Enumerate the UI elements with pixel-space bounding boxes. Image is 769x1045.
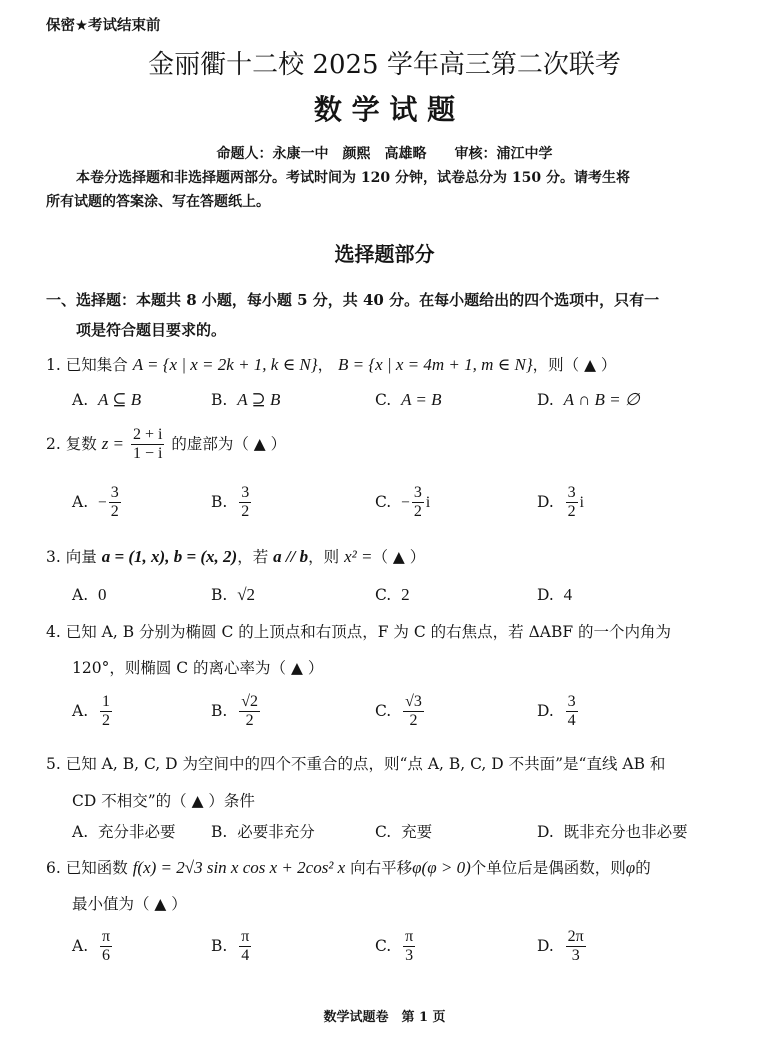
option-c[interactable]: C. − $\frac{3}{2}$ i — [375, 484, 431, 521]
option-b[interactable]: B. √2 — [211, 585, 256, 604]
question-stem-2: ，若 — [237, 548, 269, 566]
question-3 — [46, 545, 425, 567]
option-a[interactable]: A. $\frac{1}{2}$ — [72, 693, 110, 730]
question-number: 1. — [46, 356, 61, 374]
option-c[interactable]: C. 2 — [375, 585, 410, 604]
question-number: 2. — [46, 434, 61, 453]
question-tail: ，则（ ▲ ） — [532, 356, 617, 374]
option-d[interactable]: D. A ∩ B = ∅ — [537, 390, 640, 409]
question-6 — [46, 856, 651, 878]
confidential-label: 保密★考试结束前 — [46, 18, 161, 34]
option-a[interactable]: A. 0 — [72, 585, 107, 604]
option-c[interactable]: C. $\frac{\pi}{3}$ — [375, 928, 414, 965]
authors-line: 命题人：永康一中 颜熙 高雄略 审核：浦江中学 — [216, 146, 553, 162]
question-5-line-2: CD 不相交”的（ ▲ ）条件 — [72, 792, 255, 810]
question-stem-2: 向右平移 — [350, 859, 413, 877]
x-squared: x² = — [344, 547, 373, 566]
option-a[interactable]: A. 充分非必要 — [72, 823, 176, 841]
exam-title: 金丽衢十二校 2025 学年高三第二次联考 — [148, 50, 621, 80]
option-d[interactable]: D. 既非充分也非必要 — [537, 823, 688, 841]
question-stem-4: 的 — [635, 859, 651, 877]
option-c[interactable]: C. $\frac{√3}{2}$ — [375, 693, 422, 730]
option-a[interactable]: A. $\frac{\pi}{6}$ — [72, 928, 111, 965]
option-b[interactable]: B. 必要非充分 — [211, 823, 315, 841]
question-stem: 复数 — [65, 434, 97, 453]
question-number: 5. — [46, 755, 61, 773]
option-b[interactable]: B. $\frac{√2}{2}$ — [211, 693, 258, 730]
option-a[interactable]: A. A ⊆ B — [72, 390, 142, 409]
question-stem: 已知函数 — [65, 859, 128, 877]
subject-title: 数 学 试 题 — [313, 93, 456, 126]
option-d[interactable]: D. $\frac{2\pi}{3}$ — [537, 928, 584, 965]
intro-line-2: 所有试题的答案涂、写在答题纸上。 — [46, 194, 270, 210]
option-b[interactable]: B. $\frac{3}{2}$ — [211, 484, 250, 521]
question-6-line-2: 最小值为（ ▲ ） — [72, 895, 187, 913]
option-c[interactable]: C. A = B — [375, 390, 442, 409]
phi-symbol: φ — [625, 858, 636, 877]
option-d[interactable]: D. 4 — [537, 585, 573, 604]
section-instruction-2: 项是符合题目要求的。 — [76, 321, 227, 339]
question-stem: 向量 — [65, 548, 97, 566]
question-stem-3: ，则 — [308, 548, 340, 566]
intro-line-1: 本卷分选择题和非选择题两部分。考试时间为 120 分钟，试卷总分为 150 分。请考生将 — [76, 170, 630, 186]
question-stem: 已知集合 — [65, 356, 128, 374]
complex-lhs: z = — [101, 433, 125, 453]
option-b[interactable]: B. A ⊇ B — [211, 390, 281, 409]
question-4 — [46, 620, 671, 642]
option-c[interactable]: C. 充要 — [375, 823, 433, 841]
section-instruction-1: 一、选择题：本题共 8 小题，每小题 5 分，共 40 分。在每小题给出的四个选项中，只有一 — [46, 291, 660, 309]
option-b[interactable]: B. $\frac{\pi}{4}$ — [211, 928, 250, 965]
question-text-line-1: 已知 A, B 分别为椭圆 C 的上顶点和右顶点，F 为 C 的右焦点，若 ΔABF 的一个内角为 — [65, 623, 672, 641]
question-number: 6. — [46, 859, 61, 877]
set-b-expr: B = {x | x = 4m + 1, m ∈ N} — [338, 355, 533, 374]
option-d[interactable]: D. $\frac{3}{4}$ — [537, 693, 576, 730]
question-tail: （ ▲ ） — [372, 548, 426, 566]
option-d[interactable]: D. $\frac{3}{2}$ i — [537, 484, 584, 521]
question-stem-3: 个单位后是偶函数，则 — [470, 859, 626, 877]
question-number: 4. — [46, 623, 61, 641]
question-text-line-1: 已知 A, B, C, D 为空间中的四个不重合的点，则“点 A, B, C, D 不共面”是“直线 AB 和 — [65, 755, 666, 773]
shift-expr: φ(φ > 0) — [412, 858, 471, 877]
vector-expr: a = (1, x), b = (x, 2) — [101, 547, 238, 566]
question-1: 1. 已知集合 A = {x | x = 2k + 1, k ∈ N}， B = {x | x = 4m + 1, m ∈ N}，则（ ▲ ） — [46, 355, 617, 374]
question-4-line-2: 120°，则椭圆 C 的离心率为（ ▲ ） — [72, 659, 324, 677]
question-2 — [46, 426, 286, 464]
question-5 — [46, 752, 665, 774]
section-title: 选择题部分 — [334, 242, 435, 266]
set-a-expr: A = {x | x = 2k + 1, k ∈ N} — [132, 355, 318, 374]
question-number: 3. — [46, 548, 61, 566]
question-tail: 的虚部为（ ▲ ） — [171, 434, 287, 453]
function-expr: f(x) = 2√3 sin x cos x + 2cos² x — [132, 858, 346, 877]
parallel-cond: a // b — [273, 547, 309, 566]
option-a[interactable]: A. − $\frac{3}{2}$ — [72, 484, 119, 521]
page-footer: 数学试题卷 第 1 页 — [323, 1010, 446, 1025]
complex-fraction: $\frac{2 + i}{1 - i}$ — [132, 426, 163, 463]
